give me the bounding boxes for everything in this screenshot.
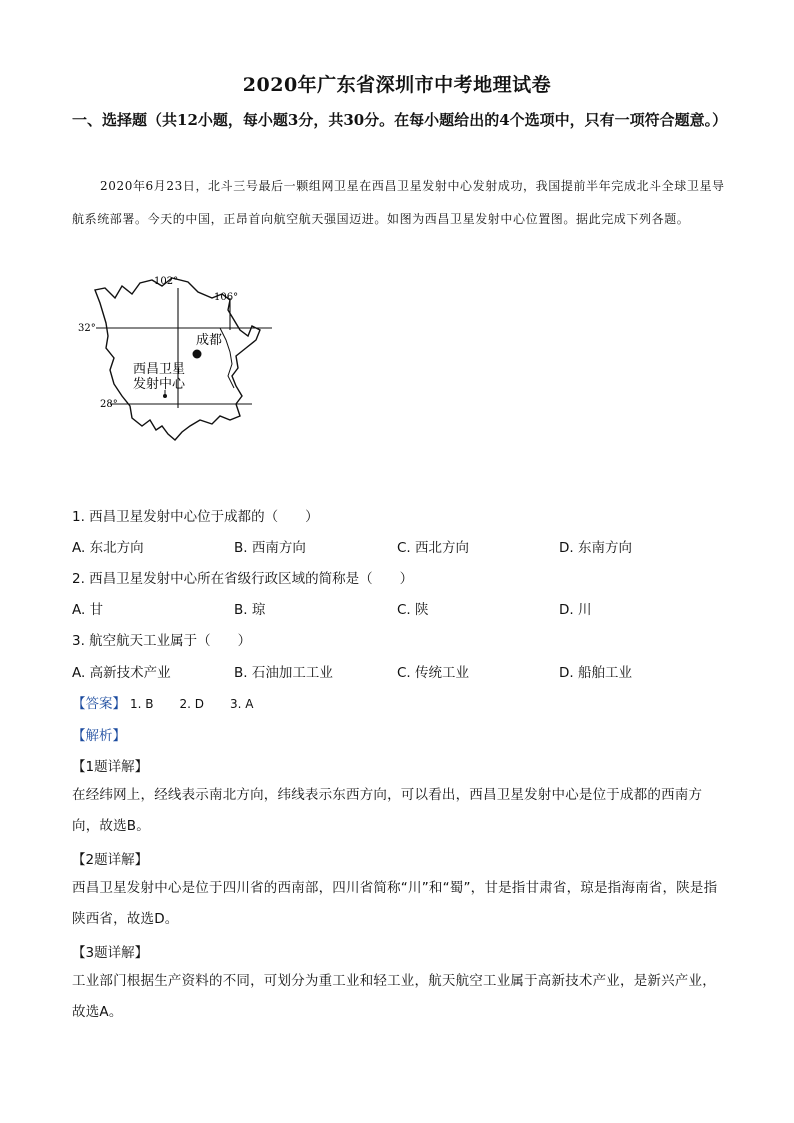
label-xichang-2: 发射中心 [133,377,186,392]
question-2: 2. 西昌卫星发射中心所在省级行政区域的简称是（ ） [72,571,414,587]
q2-option-b: B. 琼 [234,602,266,618]
page-title: 2020年广东省深圳市中考地理试卷 [242,74,552,96]
answer-item-1: 1. B [130,697,154,711]
xichang-location-map [70,268,290,448]
label-lat-32: 32° [78,323,96,334]
label-lon-102: 102° [154,276,179,287]
q1-option-a: A. 东北方向 [72,540,144,556]
chengdu-dot [193,350,202,359]
detail-1-text: 在经纬网上，经线表示南北方向，纬线表示东西方向，可以看出，西昌卫星发射中心是位于成都的西南方向，故选B。 [72,787,703,834]
east-inner-border [220,328,234,388]
q2-option-a: A. 甘 [72,602,104,618]
label-xichang-1: 西昌卫星 [133,362,186,377]
answer-item-3: 3. A [230,697,254,711]
q3-option-d: D. 船舶工业 [559,665,632,681]
q2-option-c: C. 陕 [397,602,429,618]
q1-option-c: C. 西北方向 [397,540,470,556]
label-chengdu: 成都 [196,333,223,348]
analysis-label: 【解析】 [72,728,126,744]
detail-3-heading: 【3题详解】 [72,945,149,961]
q3-option-a: A. 高新技术产业 [72,665,171,681]
label-lon-106: 106° [214,292,239,303]
detail-2-text: 西昌卫星发射中心是位于四川省的西南部，四川省简称“川”和“蜀”，甘是指甘肃省，琼是指海南省，陕是指陕西省，故选D。 [72,880,718,927]
answer-item-2: 2. D [179,697,205,711]
detail-3-text: 工业部门根据生产资料的不同，可划分为重工业和轻工业，航天航空工业属于高新技术产业，是新兴产业，故选A。 [72,973,716,1020]
answer-line [72,692,254,712]
q2-option-d: D. 川 [559,602,592,618]
intro-paragraph: 2020年6月23日，北斗三号最后一颗组网卫星在西昌卫星发射中心发射成功，我国提前半年完成北斗全球卫星导航系统部署。今天的中国，正昂首向航空航天强国迈进。如图为西昌卫星发射中心位置图。据此完成下列各题。 [72,179,725,226]
q1-option-d: D. 东南方向 [559,540,632,556]
question-3: 3. 航空航天工业属于（ ） [72,633,252,649]
section-heading: 一、选择题（共12小题，每小题3分，共30分。在每小题给出的4个选项中，只有一项符合题意。） [72,111,728,129]
answer-label: 【答案】 [72,696,126,712]
label-lat-28: 28° [100,399,118,410]
detail-2-heading: 【2题详解】 [72,852,149,868]
q3-option-b: B. 石油加工工业 [234,665,333,681]
q3-option-c: C. 传统工业 [397,665,470,681]
question-1: 1. 西昌卫星发射中心位于成都的（ ） [72,509,319,525]
q1-option-b: B. 西南方向 [234,540,306,556]
detail-1-heading: 【1题详解】 [72,759,149,775]
